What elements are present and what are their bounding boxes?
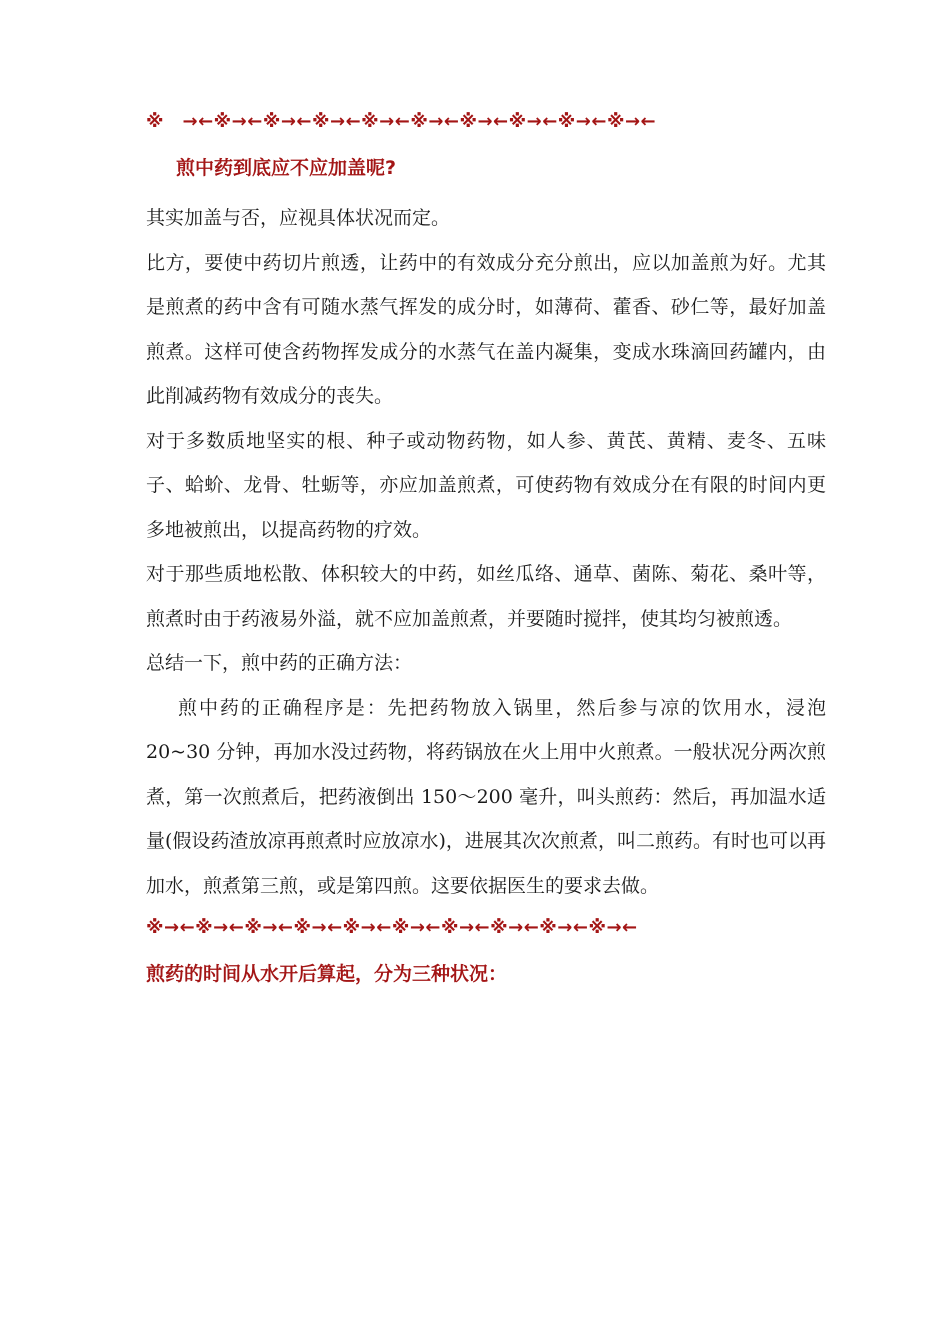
paragraph-intro: 其实加盖与否，应视具体状况而定。 — [146, 207, 451, 229]
divider-middle: ※→←※→←※→←※→←※→←※→←※→←※→←※→←※→← — [146, 917, 638, 938]
paragraph-hard-materials: 对于多数质地坚实的根、种子或动物药物，如人参、黄芪、黄精、麦冬、五味子、蛤蚧、龙骨、牡蛎等，亦应加盖煎煮，可使药物有效成分在有限的时间内更多地被煎出，以提高药物的疗效。 — [146, 429, 826, 541]
paragraph-loose-materials: 对于那些质地松散、体积较大的中药，如丝瓜络、通草、菌陈、菊花、桑叶等，煎煮时由于药液易外溢，就不应加盖煎煮，并要随时搅拌，使其均匀被煎透。 — [146, 563, 826, 630]
document-page — [146, 108, 826, 996]
paragraph-summary: 总结一下，煎中药的正确方法： — [146, 652, 413, 674]
divider-top: ※ →←※→←※→←※→←※→←※→←※→←※→←※→←※→← — [146, 111, 657, 132]
section-heading-time: 煎药的时间从水开后算起，分为三种状况： — [146, 963, 508, 985]
paragraph-covered-examples: 比方，要使中药切片煎透，让药中的有效成分充分煎出，应以加盖煎为好。尤其是煎煮的药中含有可随水蒸气挥发的成分时，如薄荷、藿香、砂仁等，最好加盖煎煮。这样可使含药物挥发成分的水蒸气在盖内凝集，变成水珠滴回药罐内，由此削减药物有效成分的丧失。 — [146, 251, 826, 407]
page-title: 煎中药到底应不应加盖呢? — [176, 157, 397, 179]
paragraph-procedure: 煎中药的正确程序是：先把药物放入锅里，然后参与凉的饮用水，浸泡 20~30 分钟，再加水没过药物，将药锅放在火上用中火煎煮。一般状况分两次煎煮，第一次煎煮后，把药液倒出 150～200 毫升，叫头煎药：然后，再加温水适量(假设药渣放凉再煎煮时应放凉水)，进展其次次煎煮，叫二煎药。有时也可以再加水，煎煮第三煎，或是第四煎。这要依据医生的要求去做。 — [146, 696, 826, 897]
